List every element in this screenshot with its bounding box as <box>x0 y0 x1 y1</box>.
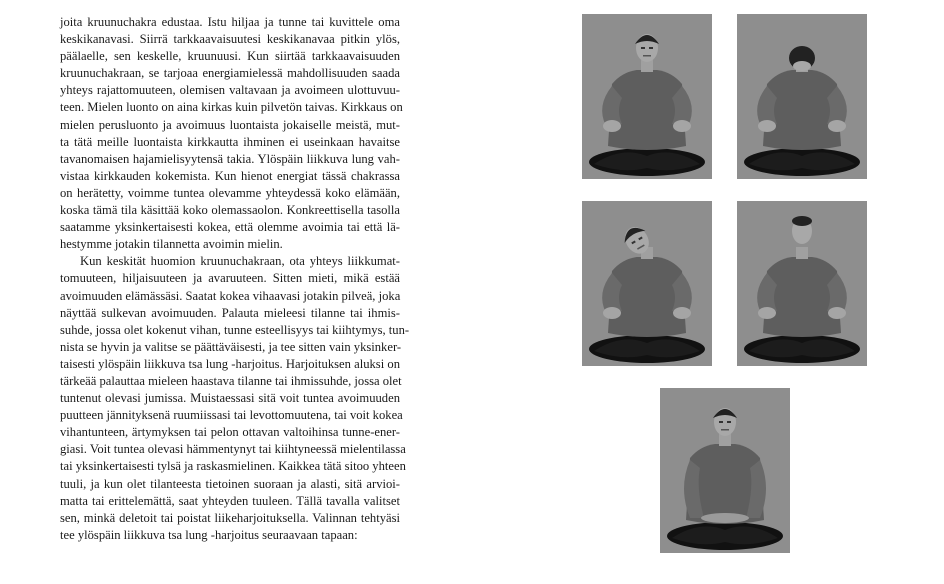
figure-neck <box>796 247 808 259</box>
figure-illustration <box>737 201 867 366</box>
text-line: mielen perusluonto ja avoimuus luontaista jokaiselle meistä, mut- <box>60 117 400 132</box>
text-line: vihantunteen, ärtymyksen tai pelon ottavan valtoihinsa tunne-ener- <box>60 425 400 440</box>
figure-illustration <box>582 201 712 366</box>
figure-right-eye <box>727 421 731 423</box>
figure-left-hand <box>758 120 776 132</box>
text-line: tee ylöspäin liikkuva tsa lung -harjoitus seuraavaan tapaan: <box>60 527 358 542</box>
figure-illustration <box>660 388 790 553</box>
text-line: tuuli, ja kun olet tilanteesta tietoinen suoraan ja alasti, sitä arvioi- <box>60 476 400 491</box>
figure-right-eye <box>649 47 653 49</box>
photo-hands-in-lap <box>660 388 790 553</box>
figure-hair <box>792 216 812 226</box>
text-line: puutteen jännityksenä ruumiissasi tai levottomuutena, tai voit kokea <box>60 408 403 423</box>
photo-head-forward <box>582 14 712 179</box>
text-line: saatamme yksinkertaisesti kokea, että olemme avoimia tai että lä- <box>60 220 400 235</box>
text-line: hestymme jotakin tilannetta avoimin mielin. <box>60 237 283 252</box>
text-line: kruunuchakraan, se tarjoaa energiamielessä mahdollisuuden saada <box>60 66 400 81</box>
photo-head-back <box>737 201 867 366</box>
figure-left-eye <box>641 47 645 49</box>
figure-mouth <box>643 55 651 57</box>
text-line: tärkeää palauttaa mieleen haastava tilanne tai ihmissuhde, jossa olet <box>60 373 402 388</box>
figure-left-hand <box>758 307 776 319</box>
text-line: koska tämä tila käsittää koko olemassaolon. Konkreettisella tasolla <box>60 203 400 218</box>
figure-head <box>792 216 812 244</box>
figure-right-hand <box>828 307 846 319</box>
figure-right-hand <box>673 307 691 319</box>
text-line: sen, minkä deletoit tai poistat liikeharjoituksella. Valinnan tehtyäsi <box>60 510 400 525</box>
text-line: päälaelle, sen keskelle, kruunuusi. Kun siirtää tarkkaavaisuuden <box>60 49 400 64</box>
text-line: avoimuuden elämässäsi. Saatat kokea vihaavasi jotakin pilveä, joka <box>60 288 401 303</box>
figure-right-hand <box>673 120 691 132</box>
text-line: suhde, jossa olet kokenut vihan, tunne esteellisyys tai kiihtymys, tun- <box>60 322 410 337</box>
text-line: teen. Mielen luonto on aina kirkas kuin pilvetön taivas. Kirkkaus on <box>60 100 403 115</box>
text-line: joita kruunuchakra edustaa. Istu hiljaa ja tunne tai kuvittele oma <box>60 15 400 29</box>
figure-illustration <box>737 14 867 179</box>
figure-torso <box>608 70 686 150</box>
body-text <box>60 14 410 544</box>
text-line: nista se hyvin ja valitse se päättäväisesti, ja tee sitten vain yksinker- <box>60 339 402 354</box>
text-line: giasi. Voit tuntea olevasi hämmentynyt tai kiihtyneessä mielentilassa <box>60 442 406 457</box>
text-line: Kun keskität huomion kruunuchakraan, ota yhteys liikkumat- <box>80 254 400 269</box>
text-line: vistaa kirkkauden kokemista. Kun hienot energiat tässä chakrassa <box>60 168 400 183</box>
text-line: tai yksinkertaisesti tylsä ja raskasmielinen. Kaikkea tätä sitoo yhteen <box>60 459 406 474</box>
figure-torso <box>763 70 841 150</box>
figure-left-hand <box>603 307 621 319</box>
figure-hands <box>701 513 749 523</box>
text-line: tomuuteen, hiljaisuuteen ja avaruuteen. Sitten mieti, mikä estää <box>60 271 400 286</box>
figure-mouth <box>721 429 729 431</box>
photo-head-down <box>737 14 867 179</box>
text-line: näyttää sulkevan avoimuuden. Palauta mieleesi tilanne tai ihmis- <box>60 305 400 320</box>
figure-illustration <box>582 14 712 179</box>
figure-torso <box>608 257 686 337</box>
figure-face <box>793 61 811 71</box>
text-line: matta tai erittelemättä, saat yhteyden tuuleen. Tällä tavalla valitset <box>60 493 400 508</box>
figure-torso <box>763 257 841 337</box>
figure-left-eye <box>719 421 723 423</box>
text-line: on herätetty, voimme tuntea olevamme yhteydessä koko elämään, <box>60 185 400 200</box>
text-line: yhteys rajattomuuteen, olemisen valtavaan ja avoimeen ulottuvuu- <box>60 83 400 98</box>
text-line: taisesti ylöspäin liikkuva tsa lung -harjoitus. Harjoituksen aluksi on <box>60 356 400 371</box>
text-line: keskikanavasi. Siirrä tarkkaavaisuutesi keskikanavaa pitkin ylös, <box>60 32 400 47</box>
text-line: tavanomaisen hajamielisyytensä takia. Ylöspäin liikkuva lung vah- <box>60 151 400 166</box>
figure-left-hand <box>603 120 621 132</box>
figure-right-hand <box>828 120 846 132</box>
photo-head-tilt <box>582 201 712 366</box>
text-line: ta tätä meille luontaista kirkkautta ihminen ei useinkaan havaitse <box>60 134 400 149</box>
text-line: tuntenut olevasi jumissa. Muistaessasi sitä voit tuntea avoimuuden <box>60 391 400 406</box>
